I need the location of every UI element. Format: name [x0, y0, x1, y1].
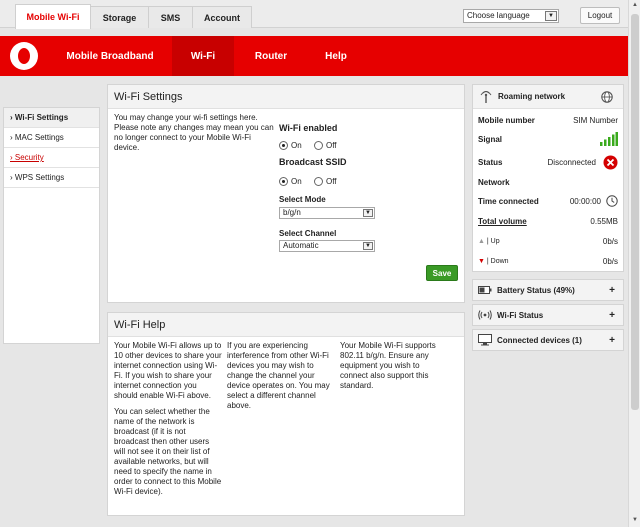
network-row: [478, 175, 618, 189]
roaming-network-header: [473, 85, 623, 109]
wifi-help-title: Wi-Fi Help: [108, 313, 464, 337]
nav-help[interactable]: Help: [325, 50, 347, 62]
wifi-help-column-3: Your Mobile Wi-Fi supports 802.11 b/g/n. Ensure any equipment you wish to connect also support this standard.: [340, 341, 436, 390]
status-label: Status: [478, 157, 503, 167]
time-connected-label: Time connected: [478, 196, 539, 206]
wifi-settings-intro: You may change your wi-fi settings here. Please note any changes may mean you can no longer connect to your Mobile Wi-Fi device.: [114, 113, 274, 152]
chevron-down-icon: ▼: [363, 209, 373, 217]
download-label: ▼ | Down: [478, 257, 509, 265]
expand-plus-icon: +: [609, 334, 615, 346]
upload-value: 0b/s: [602, 236, 618, 246]
upload-row: [478, 234, 618, 248]
scrollbar-thumb[interactable]: [631, 14, 639, 410]
vodafone-logo-icon: [10, 42, 38, 70]
wifi-help-panel: [107, 312, 465, 516]
save-button[interactable]: Save: [426, 265, 458, 281]
time-connected-row: [478, 194, 618, 208]
wifi-help-column-2: If you are experiencing interference from other Wi-Fi devices you may wish to change the channel your device operates on. You may select a different channel above.: [227, 341, 330, 410]
vertical-scrollbar[interactable]: [628, 0, 640, 527]
nav-wifi[interactable]: Wi-Fi: [172, 36, 234, 76]
broadcast-ssid-on-radio[interactable]: [279, 177, 302, 186]
wifi-enabled-on-radio[interactable]: [279, 141, 302, 150]
radio-selected-icon: [279, 177, 288, 186]
total-volume-link[interactable]: Total volume: [478, 216, 527, 226]
chevron-down-icon: ▼: [545, 11, 557, 21]
select-channel-label: Select Channel: [279, 229, 337, 238]
sidebar-item-mac-settings[interactable]: › MAC Settings: [4, 128, 99, 148]
monitor-icon: [478, 334, 492, 346]
network-label: Network: [478, 177, 510, 187]
wifi-enabled-off-radio[interactable]: [314, 141, 337, 150]
mobile-number-value: SIM Number: [573, 115, 618, 125]
download-label-text: Down: [490, 257, 509, 265]
total-volume-row: [478, 214, 618, 228]
nav-router[interactable]: Router: [254, 50, 288, 62]
broadcast-ssid-off-label: Off: [326, 177, 337, 186]
expand-plus-icon: +: [609, 309, 615, 321]
total-volume-value: 0.55MB: [590, 216, 618, 226]
sidebar-item-wifi-settings[interactable]: › Wi-Fi Settings: [4, 108, 99, 128]
sidebar-item-security[interactable]: [4, 148, 99, 168]
broadcast-ssid-label: Broadcast SSID: [279, 157, 347, 167]
chevron-down-icon: ▼: [363, 242, 373, 250]
wifi-help-paragraph: You can select whether the name of the network is broadcast (if it is not broadcast then other users will not see it on their list of available networks, but will need to specify the name in order to connect to this Mobile Wi-Fi device).: [114, 407, 222, 496]
channel-select[interactable]: [279, 240, 375, 252]
signal-bars-icon: [600, 132, 618, 146]
status-row: [478, 154, 618, 170]
nav-mobile-broadband[interactable]: Mobile Broadband: [66, 50, 154, 62]
download-value: 0b/s: [602, 256, 618, 266]
wifi-enabled-on-label: On: [291, 141, 302, 150]
top-tab-bar: [0, 0, 628, 28]
mode-select[interactable]: [279, 207, 375, 219]
wifi-enabled-label: Wi-Fi enabled: [279, 123, 338, 133]
wifi-help-column-1: [114, 341, 222, 497]
down-arrow-icon: ▼: [478, 257, 485, 265]
mobile-number-row: [478, 113, 618, 127]
sidebar-item-security-label: › Security: [10, 153, 44, 162]
time-connected-value: 00:00:00: [569, 196, 601, 206]
wifi-status-label: Wi-Fi Status: [497, 310, 544, 320]
wifi-signal-icon: [478, 310, 492, 320]
select-mode-label: Select Mode: [279, 195, 326, 204]
logout-button[interactable]: Logout: [580, 7, 620, 24]
battery-status-label: Battery Status (49%): [497, 285, 575, 295]
wifi-status-section[interactable]: [472, 304, 624, 326]
mode-select-value: b/g/n: [283, 208, 301, 217]
clock-icon: [606, 195, 618, 207]
radio-selected-icon: [279, 141, 288, 150]
sidebar-item-wps-settings[interactable]: › WPS Settings: [4, 168, 99, 188]
connected-devices-section[interactable]: [472, 329, 624, 351]
channel-select-value: Automatic: [283, 241, 319, 250]
sidebar: [3, 107, 100, 344]
tab-storage[interactable]: Storage: [90, 6, 149, 28]
wifi-settings-panel: [107, 84, 465, 303]
language-select[interactable]: [463, 9, 559, 23]
tab-account[interactable]: Account: [192, 6, 252, 28]
radio-unselected-icon: [314, 177, 323, 186]
tab-sms[interactable]: SMS: [148, 6, 193, 28]
mobile-number-label: Mobile number: [478, 115, 535, 125]
signal-row: [478, 131, 618, 147]
up-arrow-icon: ▲: [478, 237, 485, 245]
antenna-icon: [479, 90, 493, 104]
disconnected-error-icon: [603, 155, 618, 170]
globe-icon[interactable]: [601, 91, 613, 103]
wifi-help-paragraph: Your Mobile Wi-Fi allows up to 10 other devices to share your internet connection using Wi-Fi. If you wish to share your internet connection you should enable Wi-Fi above.: [114, 341, 222, 400]
signal-label: Signal: [478, 134, 503, 144]
download-row: [478, 254, 618, 268]
broadcast-ssid-on-label: On: [291, 177, 302, 186]
wifi-settings-title: Wi-Fi Settings: [108, 85, 464, 109]
scroll-up-arrow-icon[interactable]: ▲: [632, 2, 638, 8]
tab-mobile-wifi[interactable]: Mobile Wi-Fi: [15, 4, 91, 29]
radio-unselected-icon: [314, 141, 323, 150]
battery-icon: [478, 285, 492, 295]
wifi-enabled-off-label: Off: [326, 141, 337, 150]
scroll-down-arrow-icon[interactable]: ▼: [632, 517, 638, 523]
broadcast-ssid-off-radio[interactable]: [314, 177, 337, 186]
roaming-network-title: Roaming network: [498, 92, 566, 101]
language-select-value: Choose language: [467, 11, 530, 20]
upload-label: ▲ | Up: [478, 237, 500, 245]
upload-label-text: Up: [490, 237, 500, 245]
connected-devices-label: Connected devices (1): [497, 335, 582, 345]
expand-plus-icon: +: [609, 284, 615, 296]
status-value: Disconnected: [547, 157, 596, 167]
battery-status-section[interactable]: [472, 279, 624, 301]
roaming-network-widget: [472, 84, 624, 272]
main-nav: [0, 36, 636, 76]
